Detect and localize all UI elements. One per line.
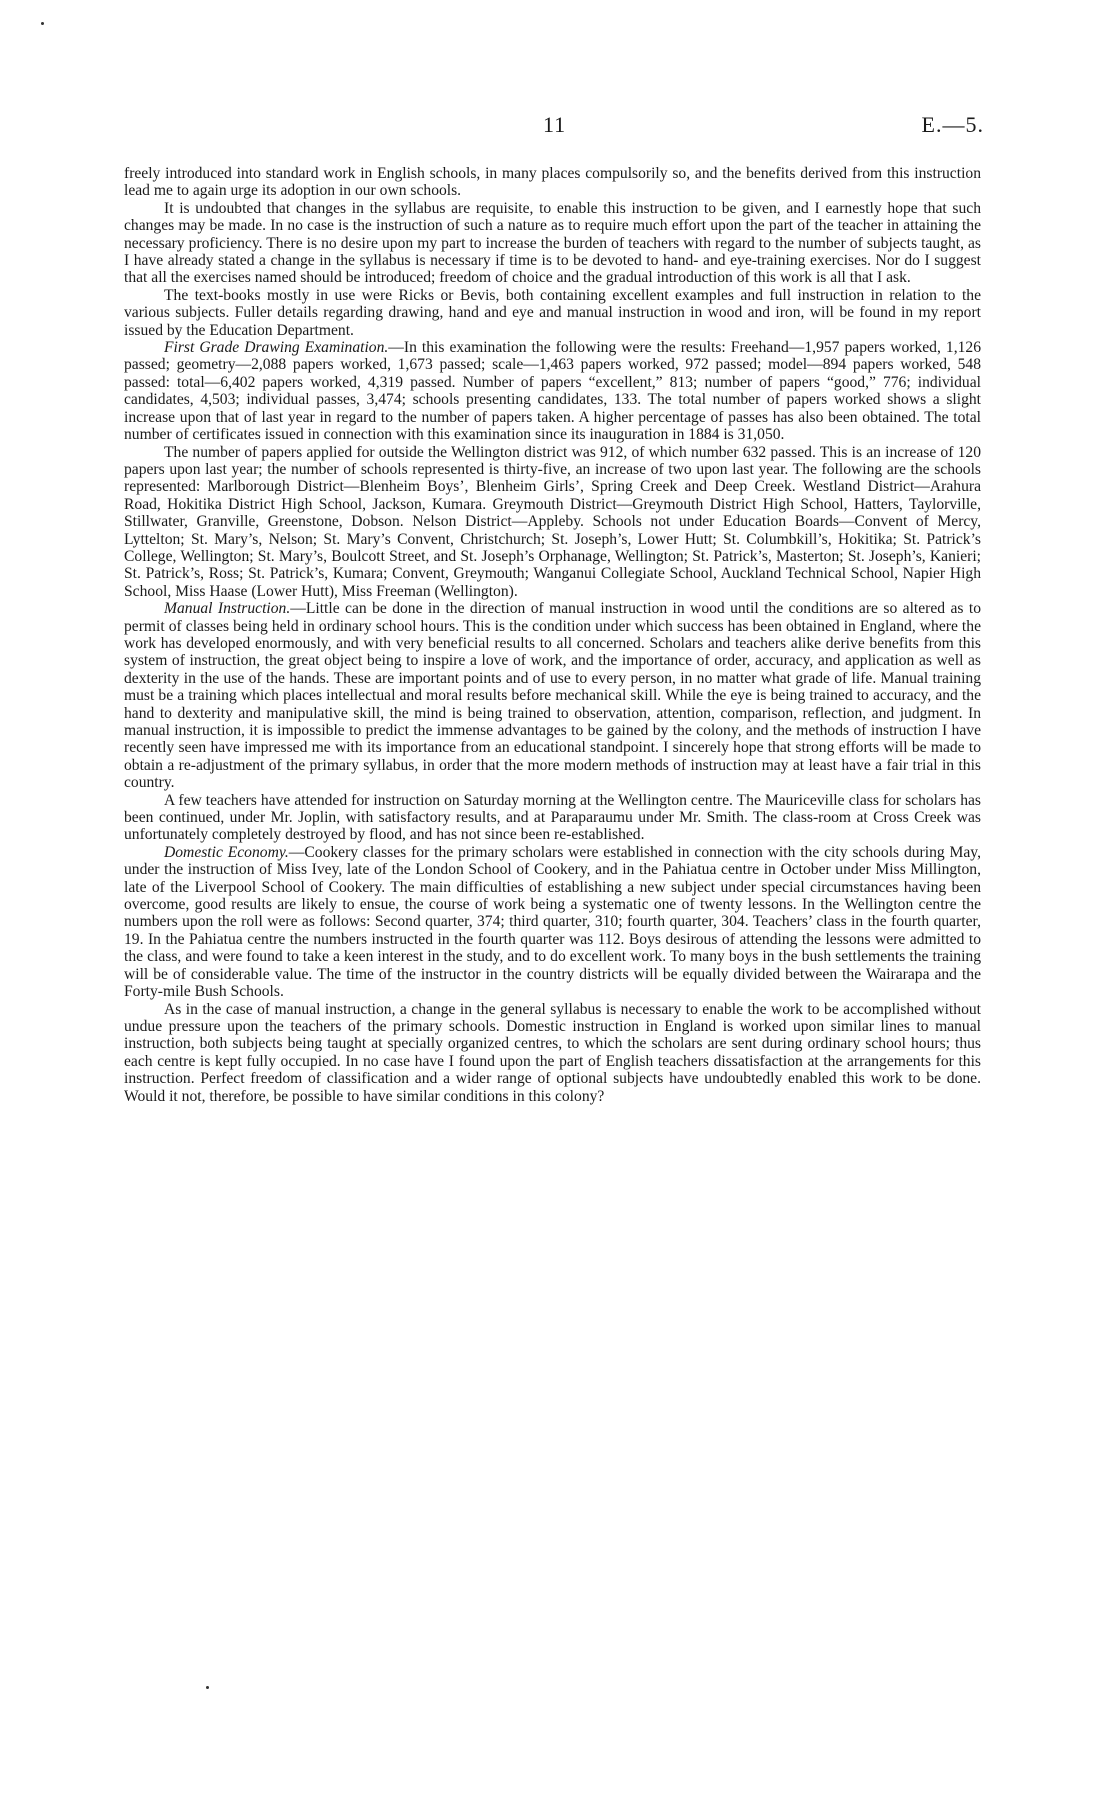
paragraph [124, 1001, 981, 1105]
paragraph-text: —Little can be done in the direction of manual instruction in wood until the conditions are so altered as to permit of classes being held in ordinary school hours. This is the condition under which success has been obtained in England, where the work has developed enormously, and with very beneficial results to all concerned. Scholars and teachers alike derive benefits from this system of instruction, the great object being to inspire a love of work, and the importance of order, accuracy, and application as well as dexterity in the use of the hands. These are important points and of use to every person, in no matter what grade of life. Manual training must be a training which places intellectual and moral results before mechanical skill. While the eye is being trained to accuracy, and the hand to dexterity and manipulative skill, the mind is being trained to observation, attention, comparison, reflection, and judgment. In manual instruction, it is impossible to predict the immense advantages to be gained by the colony, and the methods of instruction I have recently seen have impressed me with its importance from an educational standpoint. I sincerely hope that strong efforts will be made to obtain a re-adjustment of the primary syllabus, in order that the more modern methods of instruction may at least have a fair trial in this country. [124, 600, 981, 792]
paragraph-text: A few teachers have attended for instruction on Saturday morning at the Wellington centre. The Mauriceville class for scholars has been continued, under Mr. Joplin, with satisfactory results, and at Paraparaumu under Mr. Smith. The class-room at Cross Creek was unfortunately completely destroyed by flood, and has not since been re-established. [124, 791, 981, 844]
page-number: 11 [543, 112, 567, 137]
document-body [124, 165, 981, 1105]
paragraph-text: —In this examination the following were the results: Freehand—1,957 papers worked, 1,126 passed; geometry—2,088 papers worked, 1,673 passed; scale—1,463 papers worked, 972 passed; model—894 papers worked, 548 passed: total—6,402 papers worked, 4,319 passed. Number of papers “excellent,” 813; number of papers “good,” 776; individual candidates, 4,503; individual passes, 3,474; schools presenting candidates, 133. The total number of papers worked shows a slight increase upon that of last year in regard to the number of papers taken. A higher percentage of passes has also been obtained. The total number of certificates issued in connection with this examination since its inauguration in 1884 is 31,050. [124, 339, 981, 444]
section-heading: Domestic Economy. [164, 843, 289, 861]
paragraph [124, 165, 981, 200]
paragraph [124, 339, 981, 443]
paragraph-text: —Cookery classes for the primary scholars were established in connection with the city schools during May, under the instruction of Miss Ivey, late of the London School of Cookery, and in the Pahiatua centre in October under Miss Millington, late of the Liverpool School of Cookery. The main difficulties of establishing a new subject under special circumstances having been overcome, good results are likely to ensue, the course of work being a systematic one of twenty lessons. In the Wellington centre the numbers upon the roll were as follows: Second quarter, 374; third quarter, 310; fourth quarter, 304. Teachers’ class in the fourth quarter, 19. In the Pahiatua centre the numbers instructed in the fourth quarter was 112. Boys desirous of attending the lessons were admitted to the class, and were found to take a keen interest in the study, and to do excellent work. To many boys in the bush settlements the training will be of considerable value. The time of the instructor in the country districts will be equally divided between the Wairarapa and the Forty-mile Bush Schools. [124, 843, 981, 1001]
paragraph [124, 792, 981, 844]
scan-speck [41, 22, 44, 25]
paragraph-text: The text-books mostly in use were Ricks or Bevis, both containing excellent examples and full instruction in relation to the various subjects. Fuller details regarding drawing, hand and eye and manual instruction in wood and iron, will be found in my report issued by the Education Department. [124, 286, 981, 339]
paragraph [124, 287, 981, 339]
scan-speck [206, 1686, 209, 1689]
section-heading: First Grade Drawing Examination. [164, 339, 389, 357]
paragraph-text: freely introduced into standard work in English schools, in many places compulsorily so, and the benefits derived from this instruction lead me to again urge its adoption in our own schools. [124, 165, 981, 200]
page-header [0, 112, 1114, 142]
paragraph-text: The number of papers applied for outside the Wellington district was 912, of which number 632 passed. This is an increase of 120 papers upon last year; the number of schools represented is thirty-five, an increase of two upon last year. The following are the schools represented: Marlborough District—Blenheim Boys’, Blenheim Girls’, Spring Creek and Deep Creek. Westland District—Arahura Road, Hokitika District High School, Jackson, Kumara. Greymouth District—Greymouth District High School, Hatters, Taylorville, Stillwater, Granville, Greenstone, Dobson. Nelson District—Appleby. Schools not under Education Boards—Convent of Mercy, Lyttelton; St. Mary’s, Nelson; St. Mary’s Convent, Christchurch; St. Joseph’s, Lower Hutt; St. Columbkill’s, Hokitika; St. Patrick’s College, Wellington; St. Mary’s, Boulcott Street, and St. Joseph’s Orphanage, Wellington; St. Patrick’s, Masterton; St. Joseph’s, Kanieri; St. Patrick’s, Ross; St. Patrick’s, Kumara; Convent, Greymouth; Wanganui Collegiate School, Auckland Technical School, Napier High School, Miss Haase (Lower Hutt), Miss Freeman (Wellington). [124, 443, 981, 600]
paragraph [124, 600, 981, 791]
section-heading: Manual Instruction. [164, 600, 291, 618]
paragraph [124, 444, 981, 601]
paragraph-text: As in the case of manual instruction, a change in the general syllabus is necessary to enable the work to be accomplished without undue pressure upon the teachers of the primary schools. Domestic instruction in England is worked upon similar lines to manual instruction, both subjects being taught at specially organized centres, to which the scholars are sent during ordinary school hours; thus each centre is kept fully occupied. In no case have I found upon the part of English teachers dissatisfaction at the arrangements for this instruction. Perfect freedom of classification and a wider range of optional subjects have undoubtedly enabled this work to be done. Would it not, therefore, be possible to have similar conditions in this colony? [124, 1000, 981, 1105]
paragraph [124, 844, 981, 1001]
paragraph-text: It is undoubted that changes in the syllabus are requisite, to enable this instruction to be given, and I earnestly hope that such changes may be made. In no case is the instruction of such a nature as to require much effort upon the part of the teacher in attaining the necessary proficiency. There is no desire upon my part to increase the burden of teachers with regard to the number of subjects taught, as I have already stated a change in the syllabus is necessary if time is to be devoted to hand- and eye-training exercises. Nor do I suggest that all the exercises named should be introduced; freedom of choice and the gradual introduction of this work is all that I ask. [124, 199, 981, 287]
series-reference: E.—5. [921, 112, 984, 137]
paragraph [124, 200, 981, 287]
